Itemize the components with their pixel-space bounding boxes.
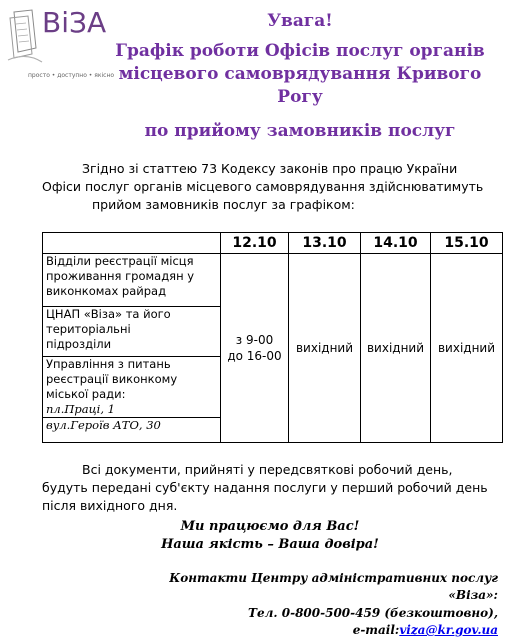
address-2: вул.Героїв АТО, 30 bbox=[46, 418, 161, 432]
document-stack-icon bbox=[6, 8, 46, 70]
email-link[interactable]: viza@kr.gov.ua bbox=[399, 623, 498, 637]
table-row bbox=[43, 254, 503, 307]
date-cell: 15.10 bbox=[431, 233, 503, 254]
logo-wordmark: ВіЗА bbox=[42, 6, 107, 39]
title-line-2: Графік роботи Офісів послуг органів bbox=[115, 41, 485, 61]
org-registration-departments: Відділи реєстрації місця проживання громадян у виконкомах райрад bbox=[43, 254, 221, 307]
table-header-row bbox=[43, 233, 503, 254]
title-line-4: Рогу bbox=[277, 87, 323, 107]
contacts-phone: Тел. 0-800-500-459 (безкоштовно), bbox=[248, 606, 498, 620]
day-off-cell: вихідний bbox=[431, 254, 503, 443]
day-off-cell: вихідний bbox=[361, 254, 431, 443]
working-hours-cell: з 9-00 до 16-00 bbox=[221, 254, 289, 443]
email-label: e-mail: bbox=[352, 623, 400, 637]
org-cnap-viza: ЦНАП «Віза» та його територіальні підрозділи bbox=[43, 307, 221, 357]
note-line-1: Всі документи, прийняті у передсвяткові робочий день, bbox=[82, 462, 453, 477]
date-cell: 12.10 bbox=[221, 233, 289, 254]
title-line-3: місцевого самоврядування Кривого bbox=[118, 64, 482, 84]
org-registration-department: Управління з питань реєстрації виконкому міської ради: пл.Праці, 1 вул.Героїв АТО, 30 bbox=[43, 357, 221, 443]
logo-tagline: просто • доступно • якісно bbox=[28, 72, 115, 79]
intro-line-3: прийом замовників послуг за графіком: bbox=[92, 197, 355, 212]
note-line-3: після вихідного дня. bbox=[42, 498, 178, 513]
contacts-heading: Контакти Центру адміністративних послуг bbox=[169, 571, 498, 585]
motto-line-2: Наша якість – Ваша довіра! bbox=[161, 537, 379, 552]
day-off-cell: вихідний bbox=[289, 254, 361, 443]
contacts-email-line bbox=[353, 622, 498, 639]
intro-line-2: Офіси послуг органів місцевого самоврядування здійснюватимуть bbox=[42, 179, 484, 194]
title-line-5: по прийому замовників послуг bbox=[144, 121, 456, 141]
title-attention: Увага! bbox=[267, 11, 333, 31]
header-empty-cell bbox=[43, 233, 221, 254]
address-1: пл.Праці, 1 bbox=[46, 402, 115, 416]
contacts-viza: «Віза»: bbox=[448, 588, 498, 602]
motto-line-1: Ми працюємо для Вас! bbox=[180, 519, 360, 534]
note-line-2: будуть передані суб'єкту надання послуги у перший робочий день bbox=[42, 480, 488, 495]
date-cell: 13.10 bbox=[289, 233, 361, 254]
date-cell: 14.10 bbox=[361, 233, 431, 254]
intro-line-1: Згідно зі статтею 73 Кодексу законів про працю України bbox=[82, 161, 458, 176]
schedule-table bbox=[42, 232, 503, 443]
